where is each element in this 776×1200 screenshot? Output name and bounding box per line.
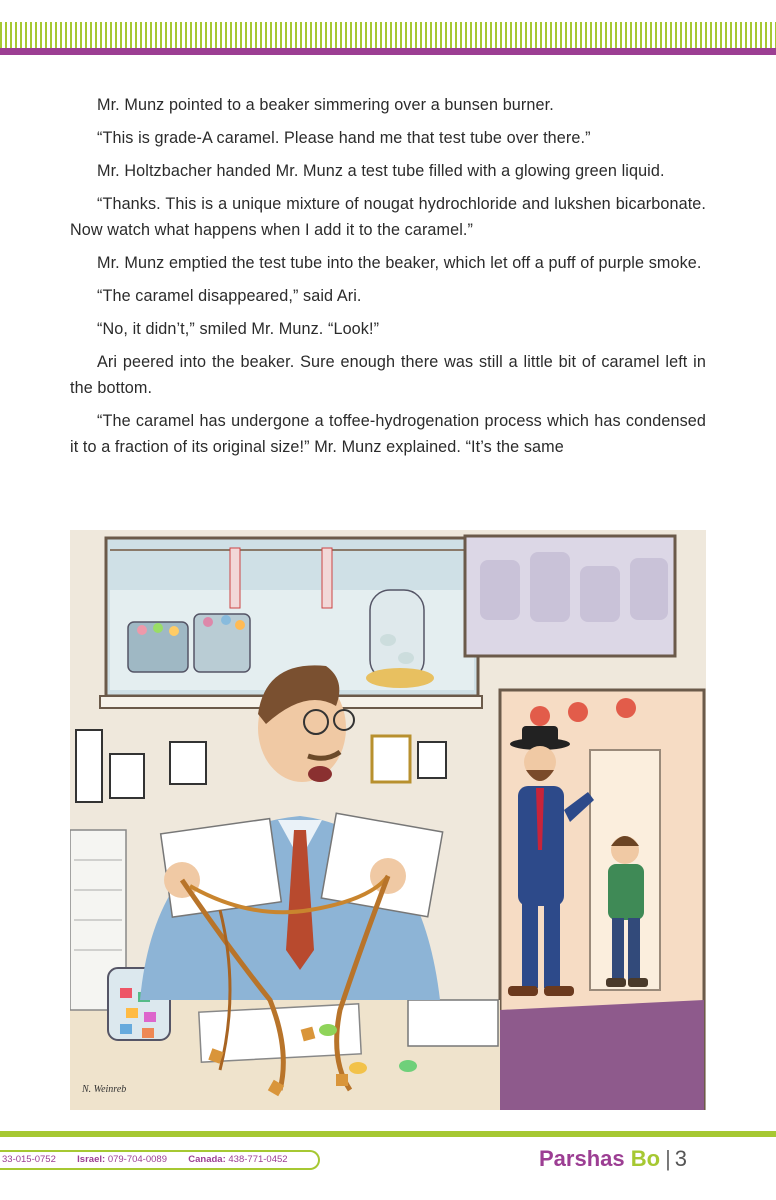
phone-canada-label: Canada: [188, 1154, 226, 1165]
paragraph-2: “This is grade-A caramel. Please hand me that test tube over there.” [97, 129, 591, 147]
phone-israel-value: 079-704-0089 [107, 1154, 167, 1165]
paragraph-8: Ari peered into the beaker. Sure enough there was still a little bit of caramel left in the bottom. [70, 353, 706, 397]
paragraph-9: “The caramel has undergone a toffee-hydrogenation process which has condensed it to a fraction of its original size!” Mr. Munz explained. “It’s the same [70, 412, 706, 456]
header-purple-band [0, 48, 776, 55]
brand-accent: Bo [630, 1146, 661, 1171]
paragraph-1: Mr. Munz pointed to a beaker simmering over a bunsen burner. [97, 96, 554, 114]
phone-canada-value: 438-771-0452 [228, 1154, 288, 1165]
phone-us-value: 33-015-0752 [2, 1154, 56, 1165]
header-tick-stripe [0, 22, 776, 48]
footer-green-rule [0, 1131, 776, 1137]
paragraph-6: “The caramel disappeared,” said Ari. [97, 287, 362, 305]
phone-israel-label: Israel: [77, 1154, 106, 1165]
paragraph-7: “No, it didn’t,” smiled Mr. Munz. “Look!” [97, 320, 380, 338]
brand-footer [539, 1144, 687, 1174]
paragraph-4: “Thanks. This is a unique mixture of nougat hydrochloride and lukshen bicarbonate. Now watch what happens when I add it to the caramel.” [70, 195, 706, 239]
brand-separator: | [665, 1146, 671, 1171]
story-text [70, 92, 706, 467]
artist-signature: N. Weinreb [82, 1084, 127, 1095]
brand-title: Parshas [539, 1146, 631, 1171]
story-illustration [70, 530, 706, 1110]
contact-phone-bar [0, 1150, 320, 1170]
paragraph-5: Mr. Munz emptied the test tube into the beaker, which let off a puff of purple smoke. [97, 254, 702, 272]
page-number: 3 [674, 1146, 688, 1171]
paragraph-3: Mr. Holtzbacher handed Mr. Munz a test tube filled with a glowing green liquid. [97, 162, 665, 180]
